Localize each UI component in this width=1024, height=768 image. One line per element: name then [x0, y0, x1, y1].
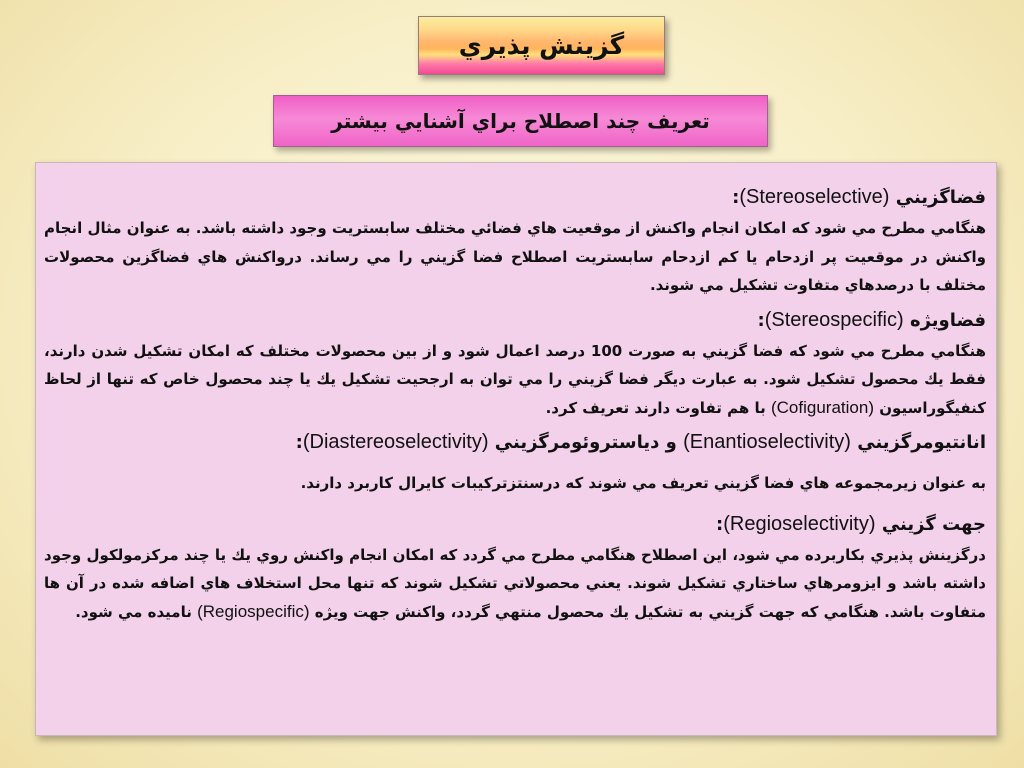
body-text-part2: با هم تفاوت دارند تعريف كرد.	[545, 398, 766, 417]
heading-colon: :	[295, 432, 303, 453]
body-text-part1: هنگامي مطرح مي شود كه فضا گزيني به صورت 100 درصد اعمال شود و از بين محصولات مختلف كه امكان تشكيل شدن دارند، فقط يك محصول تشكيل شود. به عبارت ديگر فضا گزيني را مي توان به ارجحيت تشكيل يك يا چند محصول خاص كه تنها از لحاظ كنفيگوراسيون	[44, 341, 987, 417]
slide-title-box	[418, 16, 665, 75]
section-heading-stereoselective	[44, 183, 986, 212]
body-english-term: (Regiospecific)	[197, 601, 310, 621]
section-body-stereoselective: هنگامي مطرح مي شود كه امكان انجام واكنش از موقعيت هاي فضائي مختلف سابستريت وجود داشته باشد. به عنوان مثال انجام واكنش در موقعيت پر ازدحام يا كم ازدحام سابستريت اصطلاح فضا گزيني را مي رساند. درواكنش هاي فضاگزين محصولات مختلف با درصدهاي متفاوت تشكيل مي شوند.	[44, 219, 986, 294]
heading-colon: :	[716, 513, 724, 535]
section-body-stereospecific	[44, 337, 986, 423]
section-heading-stereospecific	[44, 306, 986, 335]
section-heading-enantioselectivity	[44, 428, 986, 457]
heading-english-2: (Diastereoselectivity)	[302, 431, 489, 453]
slide-subtitle-box	[273, 95, 768, 147]
heading-colon: :	[732, 187, 740, 208]
body-text-part1: درگزينش پذيري بكاربرده مي شود، اين اصطلاح هنگامي مطرح مي گردد كه امكان انجام واكنش روي يك يا چند مركزمولكول وجود داشته باشد و ايزومرهاي ساختاري تشكيل شوند. يعني محصولاتي تشكيل شوند كه تنها محل استخلاف هاي اضافه شده در آن ها متفاوت باشد. هنگامي كه جهت گزيني به تشكيل يك محصول منتهي گردد، واكنش جهت ويژه	[44, 545, 986, 621]
heading-colon: :	[757, 309, 765, 331]
heading-persian: فضاويژه	[909, 309, 986, 331]
section-body-enantioselectivity: به عنوان زيرمجموعه هاي فضا گزيني تعريف مي شوند كه درسنتزتركيبات كايرال كاربرد دارند.	[300, 474, 986, 492]
heading-persian: جهت گزيني	[881, 513, 986, 535]
section-heading-regioselectivity	[44, 510, 986, 539]
slide-subtitle: تعريف چند اصطلاح براي آشنايي بيشتر	[331, 109, 710, 133]
heading-persian: انانتيومرگزيني	[857, 432, 986, 453]
heading-english-1: (Enantioselectivity)	[683, 431, 851, 453]
section-body-regioselectivity	[44, 541, 986, 627]
heading-english: (Stereospecific)	[764, 308, 904, 331]
heading-english: (Regioselectivity)	[723, 512, 876, 535]
body-text-part2: ناميده مي شود.	[75, 602, 192, 621]
body-english-term: (Cofiguration)	[770, 397, 874, 417]
slide-title: گزينش پذيري	[458, 31, 625, 60]
heading-persian: فضاگزيني	[895, 187, 986, 208]
heading-english: (Stereoselective)	[739, 186, 890, 208]
heading-persian-mid: و دياستروئومرگزيني	[494, 432, 677, 453]
content-panel	[35, 162, 997, 736]
